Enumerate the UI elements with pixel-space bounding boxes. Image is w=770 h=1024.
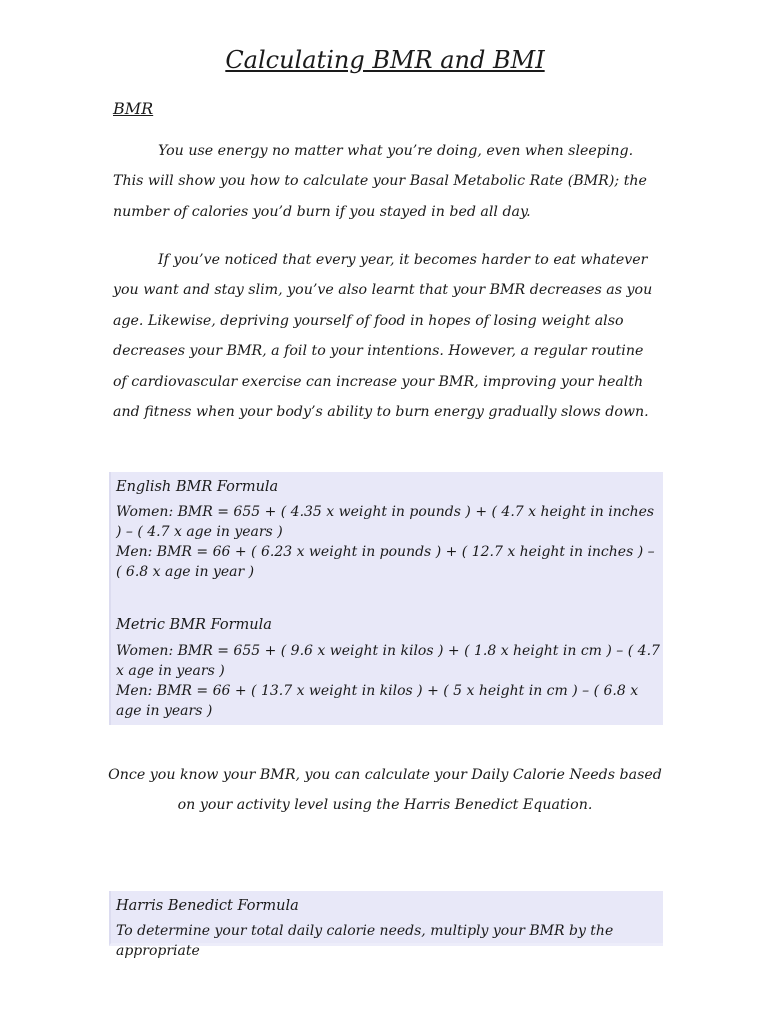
harris-formula-heading: Harris Benedict Formula [116,898,299,914]
harris-formula-box [109,891,663,959]
page-title: Calculating BMR and BMI [225,46,545,74]
bmr-age-paragraph: If you’ve noticed that every year, it becomes harder to eat whatever you want and stay slim, you’ve also learnt that your BMR decreases as you age. Likewise, depriving yourself of food in hopes of losing weight also decreases your BMR, a foil to your intentions. However, a regular routine of cardiovascular exercise can increase your BMR, improving your health and fitness when your body’s ability to burn energy gradually slows down. [113,252,653,421]
section-heading-bmr: BMR [113,99,154,118]
metric-formula-men: Men: BMR = 66 + ( 13.7 x weight in kilos ) + ( 5 x height in cm ) – ( 6.8 x age in years ) [116,683,639,719]
harris-intro-paragraph: Once you know your BMR, you can calculate your Daily Calorie Needs based on your activity level using the Harris Benedict Equation. [108,767,662,814]
harris-formula-text: To determine your total daily calorie needs, multiply your BMR by the appropriate [116,923,614,959]
metric-formula-women: Women: BMR = 655 + ( 9.6 x weight in kilos ) + ( 1.8 x height in cm ) – ( 4.7 x age in years ) [116,643,660,679]
english-formula-women: Women: BMR = 655 + ( 4.35 x weight in pounds ) + ( 4.7 x height in inches ) – ( 4.7 x age in years ) [116,504,655,540]
english-formula-men: Men: BMR = 66 + ( 6.23 x weight in pounds ) + ( 12.7 x height in inches ) – ( 6.8 x age in year ) [116,544,655,580]
bmr-formula-box [109,472,663,725]
english-formula-heading: English BMR Formula [116,479,279,495]
intro-paragraph: You use energy no matter what you’re doing, even when sleeping. This will show you how to calculate your Basal Metabolic Rate (BMR); the number of calories you’d burn if you stayed in bed all day. [113,143,647,220]
metric-formula-heading: Metric BMR Formula [116,617,272,633]
